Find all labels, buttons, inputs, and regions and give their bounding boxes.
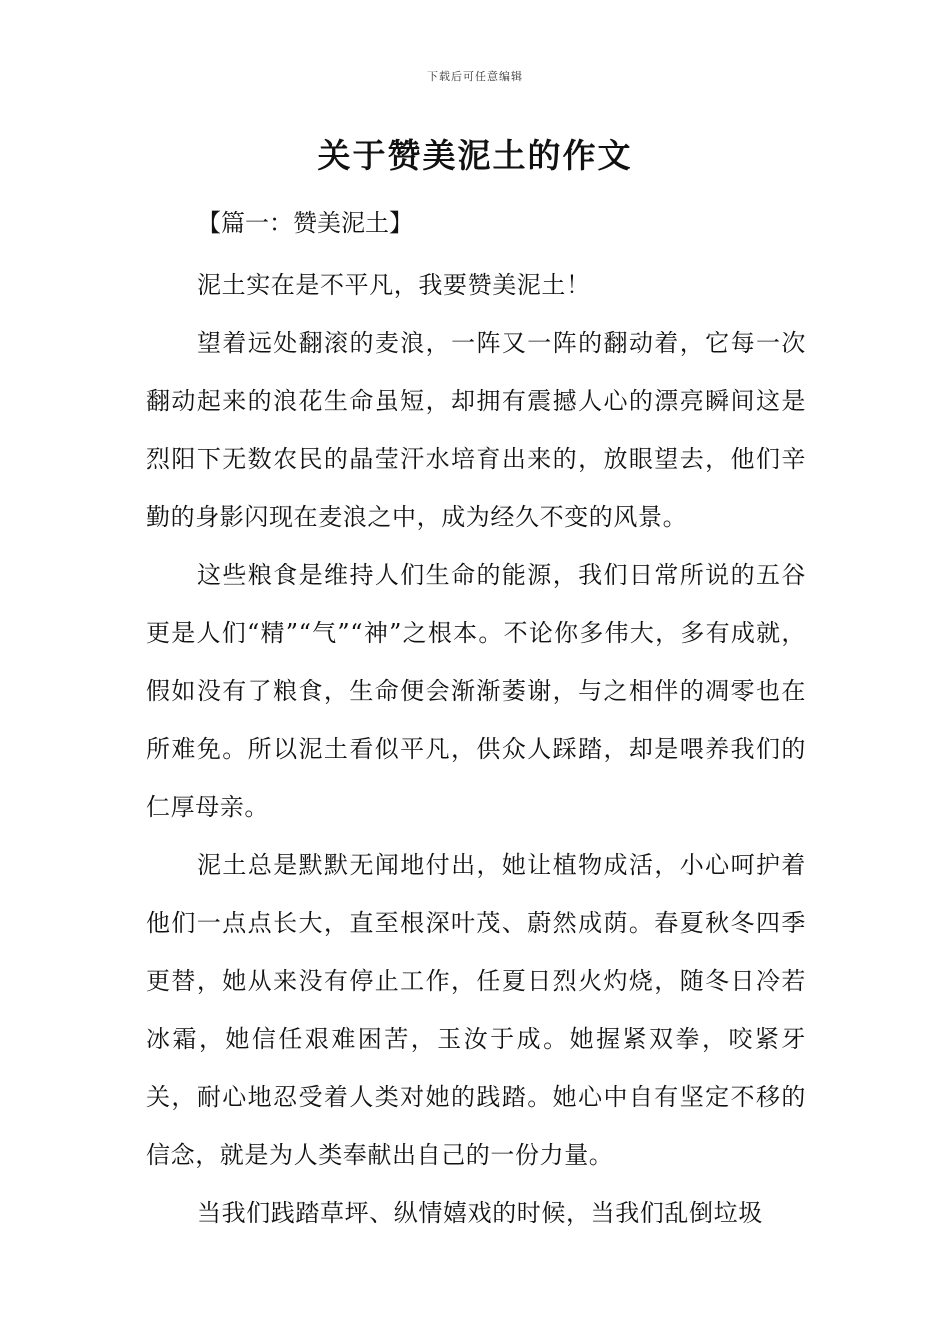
paragraph: 泥土总是默默无闻地付出，她让植物成活，小心呵护着他们一点点长大，直至根深叶茂、蔚然成荫。春夏秋冬四季更替，她从来没有停止工作，任夏日烈火灼烧，随冬日冷若冰霜，她信任艰难困苦，玉汝于成。她握紧双拳，咬紧牙关，耐心地忍受着人类对她的践踏。她心中自有坚定不移的信念，就是为人类奉献出自己的一份力量。 [146, 851, 806, 1169]
paragraph: 当我们践踏草坪、纵情嬉戏的时候，当我们乱倒垃圾 [197, 1199, 763, 1227]
paragraph: 泥土实在是不平凡，我要赞美泥土！ [197, 271, 591, 299]
header-note: 下载后可任意编辑 [427, 70, 523, 83]
paragraph: 这些粮食是维持人们生命的能源，我们日常所说的五谷更是人们“精”“气”“神”之根本。不论你多伟大，多有成就，假如没有了粮食，生命便会渐渐萎谢，与之相伴的凋零也在所难免。所以泥土看似平凡，供众人踩踏，却是喂养我们的仁厚母亲。 [146, 561, 806, 821]
paragraph: 望着远处翻滚的麦浪，一阵又一阵的翻动着，它每一次翻动起来的浪花生命虽短，却拥有震撼人心的漂亮瞬间这是烈阳下无数农民的晶莹汗水培育出来的，放眼望去，他们辛勤的身影闪现在麦浪之中，成为经久不变的风景。 [146, 329, 806, 531]
article-body [146, 256, 806, 1242]
section-heading: 【篇一：赞美泥土】 [197, 209, 413, 237]
page-title: 关于赞美泥土的作文 [317, 136, 633, 175]
